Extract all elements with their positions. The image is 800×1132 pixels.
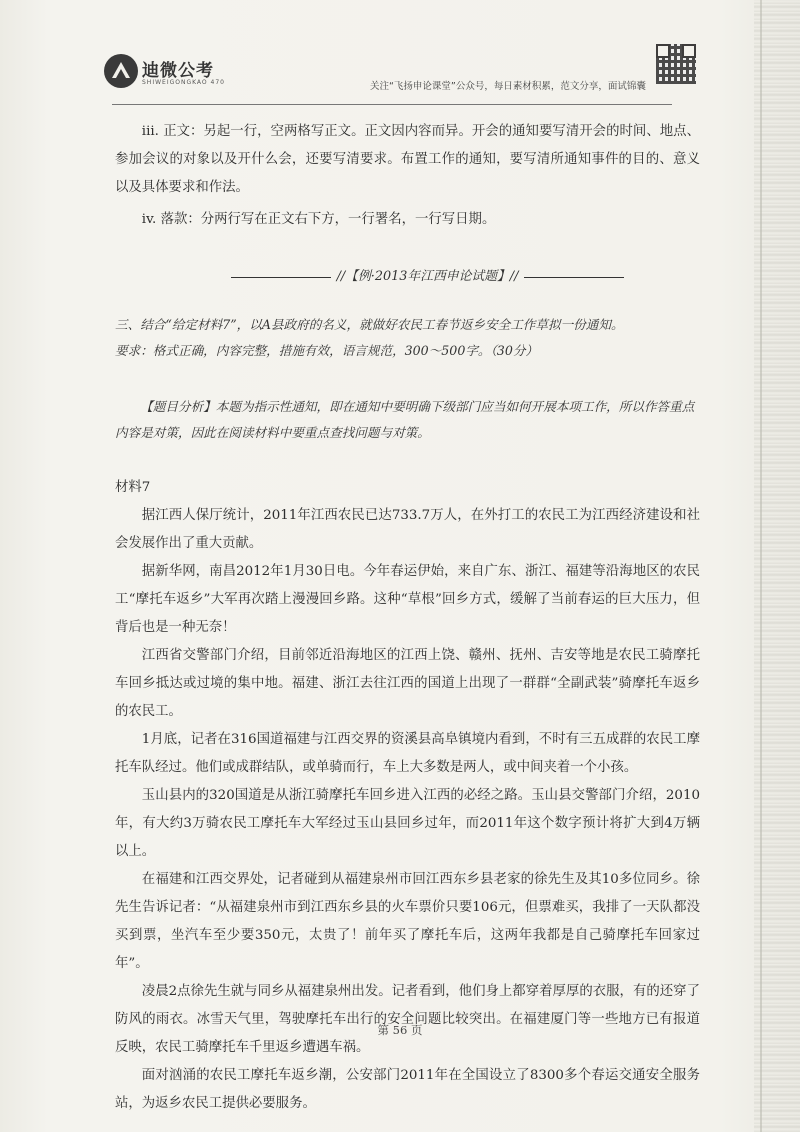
heading-dash-left [231, 277, 331, 278]
exam-requirement: 要求：格式正确，内容完整，措施有效，语言规范，300～500字。（30分） [115, 343, 539, 358]
page-number: 第 56 页 [377, 1023, 423, 1037]
material-label: 材料7 [115, 480, 151, 495]
example-title: //【例·2013年江西申论试题】// [336, 269, 519, 284]
question-analysis: 【题目分析】本题为指示性通知，即在通知中要明确下级部门应当如何开展本项工作，所以作答重点内容是对策，因此在阅读材料中要重点查找问题与对策。 [115, 399, 695, 440]
material-paragraph: 江西省交警部门介绍，目前邻近沿海地区的江西上饶、赣州、抚州、吉安等地是农民工骑摩托车回乡抵达或过境的集中地。福建、浙江去往江西的国道上出现了一群群“全副武装”骑摩托车返乡的农民工。 [115, 648, 700, 719]
brand-name: 迪微公考 [142, 61, 214, 81]
material-paragraph: 据新华网，南昌2012年1月30日电。今年春运伊始，来自广东、浙江、福建等沿海地区的农民工“摩托车返乡”大军再次踏上漫漫回乡路。这种“草根”回乡方式，缓解了当前春运的巨大压力，但背后也是一种无奈！ [115, 564, 700, 635]
page-header [100, 40, 690, 100]
format-point-signature: iv. 落款：分两行写在正文右下方，一行署名，一行写日期。 [141, 212, 496, 227]
binding-fold [760, 0, 762, 1132]
material-paragraph: 面对汹涌的农民工摩托车返乡潮，公安部门2011年在全国设立了8300多个春运交通安全服务站，为返乡农民工提供必要服务。 [115, 1068, 700, 1111]
heading-dash-right [524, 277, 624, 278]
logo-emblem-icon [104, 54, 138, 88]
exam-question: 三、结合“给定材料7”，以A县政府的名义，就做好农民工春节返乡安全工作草拟一份通知。 [115, 317, 624, 332]
material-paragraph: 在福建和江西交界处，记者碰到从福建泉州市回江西东乡县老家的徐先生及其10多位同乡。徐先生告诉记者：“从福建泉州市到江西东乡县的火车票价只要106元，但票难买，我排了一天队都没买到票，坐汽车至少要350元，太贵了！前年买了摩托车后，这两年我都是自己骑摩托车回家过年”。 [115, 872, 700, 971]
material-paragraph: 玉山县内的320国道是从浙江骑摩托车回乡进入江西的必经之路。玉山县交警部门介绍，2010年，有大约3万骑农民工摩托车大军经过玉山县回乡过年，而2011年这个数字预计将扩大到4万辆以上。 [115, 788, 700, 859]
format-point-body: iii. 正文：另起一行，空两格写正文。正文因内容而异。开会的通知要写清开会的时间、地点、参加会议的对象以及开什么会，还要写清要求。布置工作的通知，要写清所通知事件的目的、意义以及具体要求和作法。 [115, 124, 700, 195]
header-divider [112, 104, 672, 105]
example-heading [155, 264, 700, 290]
header-slogan: 关注“飞扬申论课堂”公众号，每日素材积累，范文分享，面试锦囊 [370, 81, 646, 92]
material-paragraph: 据江西人保厅统计，2011年江西农民已达733.7万人，在外打工的农民工为江西经济建设和社会发展作出了重大贡献。 [115, 508, 700, 551]
material-paragraph: 凌晨2点徐先生就与同乡从福建泉州出发。记者看到，他们身上都穿着厚厚的衣服，有的还穿了防风的雨衣。冰雪天气里，驾驶摩托车出行的安全问题比较突出。在福建厦门等一些地方已有报道反映，农民工骑摩托车千里返乡遭遇车祸。 [115, 984, 700, 1055]
brand-logo [100, 46, 250, 96]
qr-code-icon [656, 44, 696, 84]
brand-subtitle: SHIWEIGONGKAO 470 [142, 79, 226, 86]
material-paragraph: 1月底，记者在316国道福建与江西交界的资溪县高阜镇境内看到，不时有三五成群的农民工摩托车队经过。他们或成群结队，或单骑而行，车上大多数是两人，或中间夹着一个小孩。 [115, 732, 700, 775]
page-content [115, 118, 700, 1118]
